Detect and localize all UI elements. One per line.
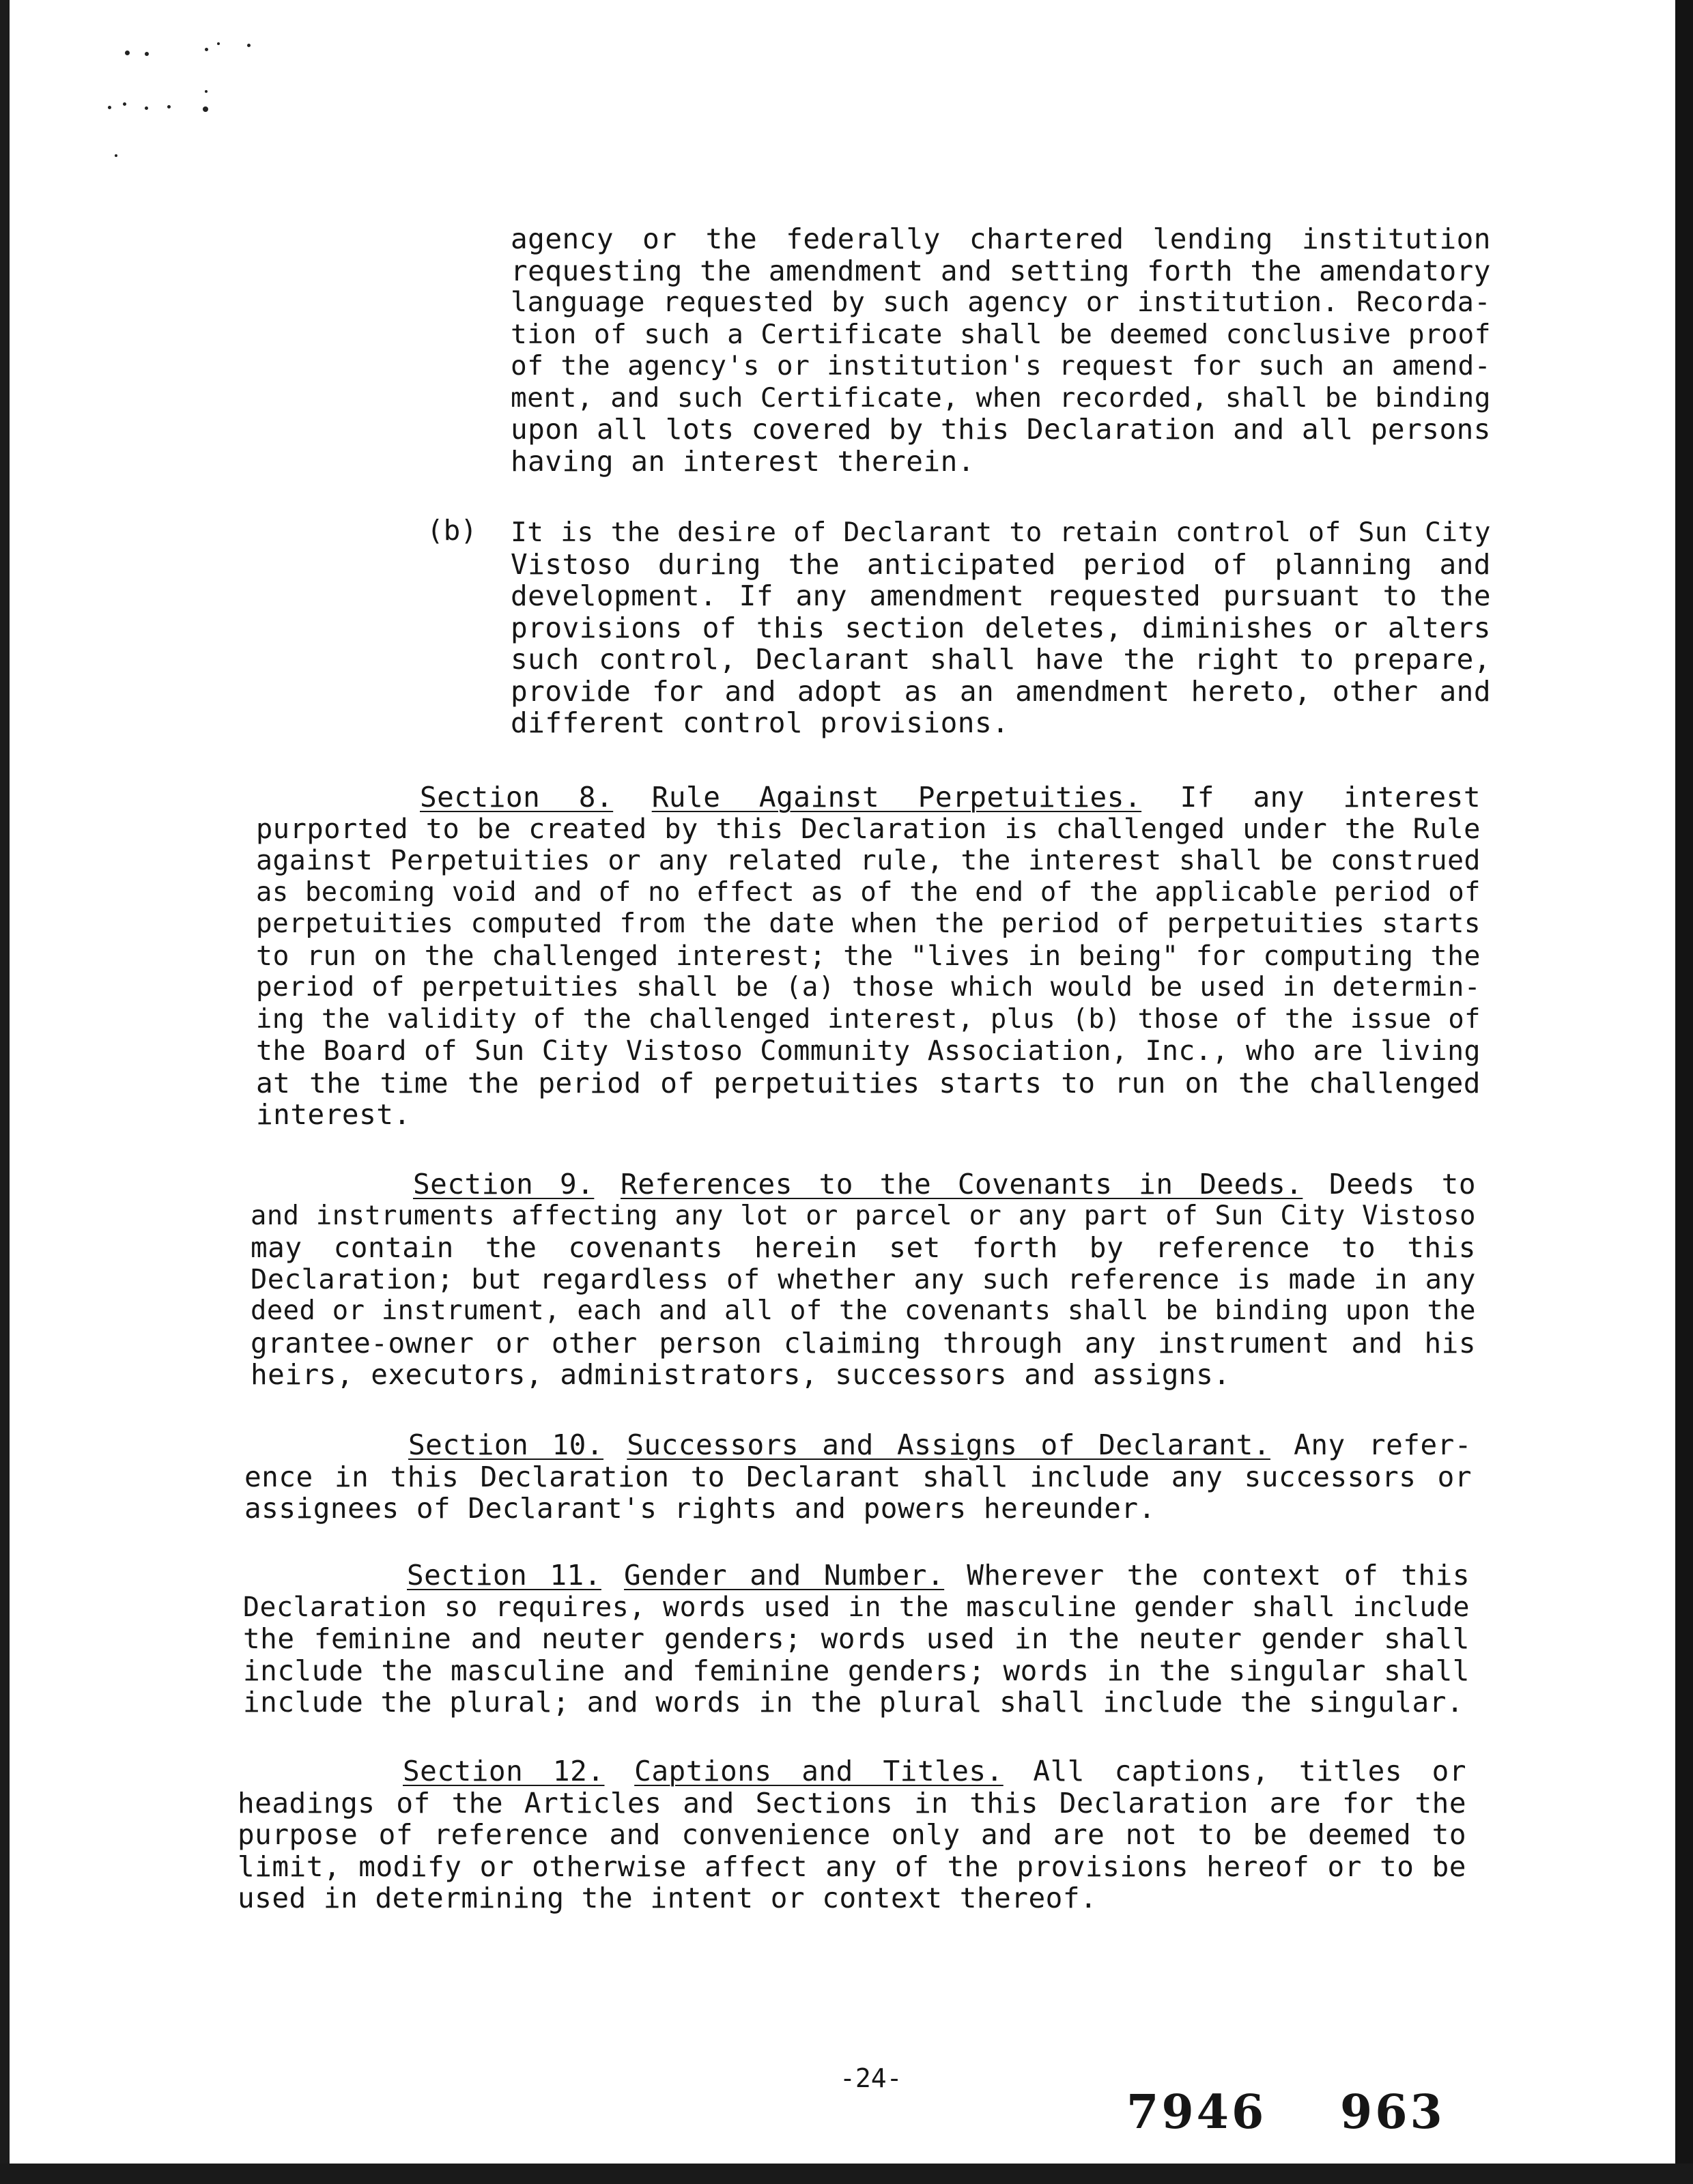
scan-speck bbox=[167, 105, 171, 109]
text-line: upon all lots covered by this Declaration and all persons bbox=[511, 413, 1491, 446]
text-line: interest. bbox=[256, 1098, 411, 1131]
section-heading-line bbox=[244, 1429, 1472, 1461]
text-fragment: Any refer- bbox=[1294, 1428, 1472, 1461]
text-line: include the plural; and words in the plural shall include the singular. bbox=[243, 1686, 1464, 1719]
text-line: at the time the period of perpetuities starts to run on the challenged bbox=[256, 1066, 1481, 1100]
section-heading-line bbox=[243, 1560, 1470, 1592]
section-8 bbox=[256, 781, 1481, 1131]
text-line: having an interest therein. bbox=[511, 444, 975, 478]
page-number: -24- bbox=[840, 2063, 902, 2093]
text-line: the Board of Sun City Vistoso Community Association, Inc., who are living bbox=[256, 1035, 1481, 1067]
scan-speck bbox=[125, 51, 130, 55]
text-line: development. If any amendment requested pursuant to the bbox=[511, 579, 1491, 612]
paragraph-b bbox=[511, 517, 1491, 739]
text-line: Declaration so requires, words used in the masculine gender shall include bbox=[243, 1591, 1470, 1623]
text-line: ment, and such Certificate, when recorded, shall be binding bbox=[511, 382, 1491, 414]
text-line: Vistoso during the anticipated period of planning and bbox=[511, 547, 1491, 581]
text-line: used in determining the intent or context thereof. bbox=[238, 1882, 1098, 1914]
section-heading-line bbox=[251, 1168, 1476, 1201]
section-title: Successors and Assigns of Declarant. bbox=[627, 1428, 1270, 1461]
text-line: provisions of this section deletes, diminishes or alters bbox=[511, 611, 1491, 644]
text-line: of the agency's or institution's request for such an amend- bbox=[511, 350, 1491, 382]
section-number: Section 11. bbox=[407, 1559, 601, 1592]
section-12 bbox=[238, 1755, 1466, 1914]
text-line: the feminine and neuter genders; words used in the neuter gender shall bbox=[243, 1622, 1470, 1655]
section-11 bbox=[243, 1560, 1470, 1719]
continuation-paragraph bbox=[511, 223, 1491, 477]
section-number: Section 12. bbox=[403, 1755, 605, 1787]
text-line: deed or instrument, each and all of the covenants shall be binding upon the bbox=[251, 1295, 1476, 1326]
paragraph-label: (b) bbox=[427, 514, 478, 547]
scan-speck bbox=[203, 106, 208, 112]
text-line: requesting the amendment and setting forth the amendatory bbox=[511, 254, 1491, 287]
text-line: tion of such a Certificate shall be deemed conclusive proof bbox=[511, 318, 1491, 350]
section-title: References to the Covenants in Deeds. bbox=[621, 1168, 1303, 1201]
scan-speck bbox=[205, 48, 208, 51]
text-line: perpetuities computed from the date when the period of perpetuities starts bbox=[256, 908, 1481, 939]
text-fragment: All captions, titles or bbox=[1033, 1755, 1467, 1787]
section-number: Section 9. bbox=[413, 1168, 595, 1201]
text-fragment: Wherever the context of this bbox=[967, 1559, 1470, 1592]
text-fragment: If any interest bbox=[1180, 781, 1481, 814]
text-line: Declaration; but regardless of whether any such reference is made in any bbox=[251, 1263, 1476, 1295]
scan-speck bbox=[145, 52, 149, 56]
section-10 bbox=[244, 1429, 1472, 1525]
text-line: agency or the federally chartered lending institution bbox=[511, 222, 1491, 255]
text-line: against Perpetuities or any related rule, the interest shall be construed bbox=[256, 845, 1481, 876]
section-9 bbox=[251, 1168, 1476, 1391]
text-line: headings of the Articles and Sections in this Declaration are for the bbox=[238, 1786, 1466, 1820]
scan-border-left bbox=[0, 0, 10, 2184]
scan-speck bbox=[217, 42, 220, 45]
docket-stamp: 7946 963 bbox=[1126, 2085, 1445, 2140]
section-title: Rule Against Perpetuities. bbox=[651, 781, 1142, 814]
scan-border-right bbox=[1675, 0, 1693, 2184]
section-number: Section 8. bbox=[420, 781, 614, 814]
section-number: Section 10. bbox=[408, 1428, 604, 1461]
scan-speck bbox=[145, 106, 148, 110]
text-line: as becoming void and of no effect as of the end of the applicable period of bbox=[256, 876, 1481, 908]
text-line: provide for and adopt as an amendment hereto, other and bbox=[511, 674, 1491, 708]
text-line: and instruments affecting any lot or parcel or any part of Sun City Vistoso bbox=[251, 1200, 1476, 1231]
text-line: may contain the covenants herein set forth by reference to this bbox=[251, 1231, 1476, 1264]
text-line: limit, modify or otherwise affect any of the provisions hereof or to be bbox=[238, 1850, 1466, 1883]
text-fragment: Deeds to bbox=[1329, 1168, 1477, 1201]
text-line: assignees of Declarant's rights and powers hereunder. bbox=[244, 1492, 1156, 1525]
section-title: Captions and Titles. bbox=[634, 1755, 1004, 1787]
text-line: to run on the challenged interest; the "lives in being" for computing the bbox=[256, 940, 1481, 972]
text-line: ence in this Declaration to Declarant shall include any successors or bbox=[244, 1460, 1472, 1493]
scan-speck bbox=[115, 154, 117, 157]
text-line: purpose of reference and convenience only and are not to be deemed to bbox=[238, 1818, 1466, 1851]
text-line: language requested by such agency or institution. Recorda- bbox=[511, 287, 1491, 318]
text-line: include the masculine and feminine genders; words in the singular shall bbox=[243, 1654, 1470, 1687]
scan-speck bbox=[247, 44, 251, 47]
scan-speck bbox=[205, 90, 208, 93]
text-line: such control, Declarant shall have the right to prepare, bbox=[511, 643, 1491, 676]
text-line: purported to be created by this Declaration is challenged under the Rule bbox=[256, 812, 1481, 845]
scan-speck bbox=[108, 106, 111, 109]
text-line: heirs, executors, administrators, successors and assigns. bbox=[251, 1358, 1231, 1391]
text-line: ing the validity of the challenged interest, plus (b) those of the issue of bbox=[256, 1003, 1481, 1035]
section-heading-line bbox=[238, 1755, 1466, 1787]
text-line: It is the desire of Declarant to retain control of Sun City bbox=[511, 517, 1491, 548]
scan-speck bbox=[123, 102, 126, 106]
text-line: different control provisions. bbox=[511, 706, 1010, 739]
section-heading-line bbox=[256, 781, 1481, 814]
text-line: grantee-owner or other person claiming through any instrument and his bbox=[251, 1326, 1476, 1360]
text-line: period of perpetuities shall be (a) those which would be used in determin- bbox=[256, 972, 1481, 1003]
section-title: Gender and Number. bbox=[624, 1559, 945, 1592]
scan-border-bottom bbox=[0, 2164, 1693, 2184]
